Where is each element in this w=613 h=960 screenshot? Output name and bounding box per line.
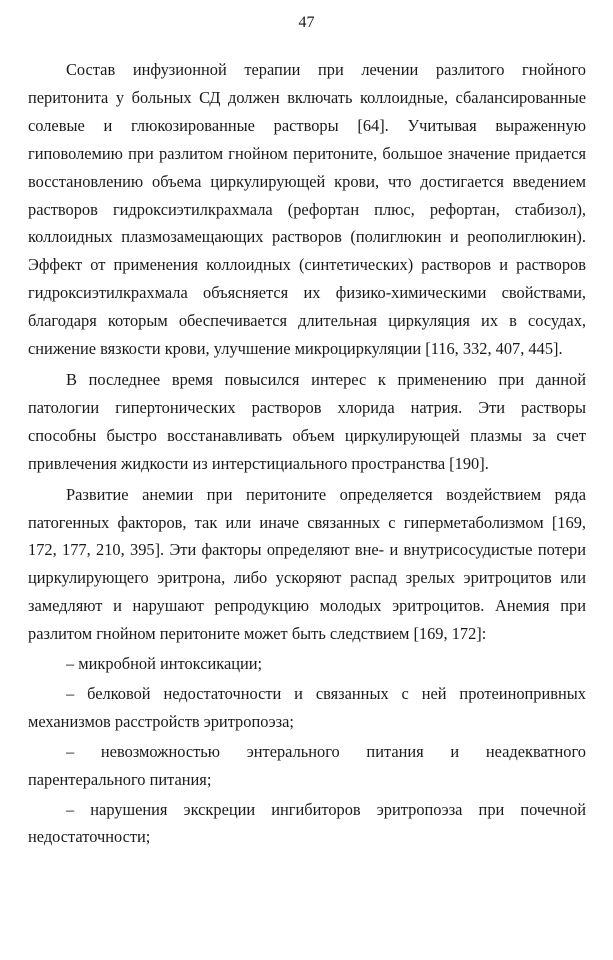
list-item-excretion-inhibitors: – нарушения экскреции ингибиторов эритропоэза при почечной недостаточности; (28, 799, 586, 847)
page-number: 47 (298, 14, 315, 31)
paragraph-hypertonic-solutions: В последнее время повысился интерес к применению при данной патологии гипертонических растворов хлорида натрия. Эти растворы способны быстро восстанавливать объем циркулирующей плазмы за счет привлечения жидкости из интерстициального пространства [190]. (28, 369, 586, 473)
list-item-microbial-intoxication: – микробной интоксикации; (66, 654, 263, 674)
list-item-protein-deficiency: – белковой недостаточности и связанных с ней протеинопривных механизмов расстройств эритропоэза; (28, 683, 586, 731)
paragraph-infusion-therapy: Состав инфузионной терапии при лечении разлитого гнойного перитонита у больных СД должен включать коллоидные, сбалансированные солевые и глюкозированные растворы [64]. Учитывая выраженную гиповолемию при разлитом гнойном перитоните, большое значение придается восстановлению объема циркулирующей крови, что достигается введением растворов гидроксиэтилкрахмала (рефортан плюс, рефортан, стабизол), коллоидных плазмозамещающих растворов (полиглюкин и реополиглюкин). Эффект от применения коллоидных (синтетических) растворов и растворов гидроксиэтилкрахмала объясняется их физико-химическими свойствами, благодаря которым обеспечивается длительная циркуляция их в сосудах, снижение вязкости крови, улучшение микроциркуляции [116, 332, 407, 445]. (28, 60, 586, 359)
body-text (28, 56, 586, 853)
paragraph-anemia: Развитие анемии при перитоните определяется воздействием ряда патогенных факторов, так или иначе связанных с гиперметаболизмом [169, 172, 177, 210, 395]. Эти факторы определяют вне- и внутрисосудистые потери циркулирующего эритрона, либо ускоряют распад зрелых эритроцитов или замедляют и нарушают репродукцию молодых эритроцитов. Анемия при разлитом гнойном перитоните может быть следствием [169, 172]: (28, 484, 586, 644)
list-item-enteral-nutrition: – невозможностью энтерального питания и неадекватного парентерального питания; (28, 741, 586, 789)
